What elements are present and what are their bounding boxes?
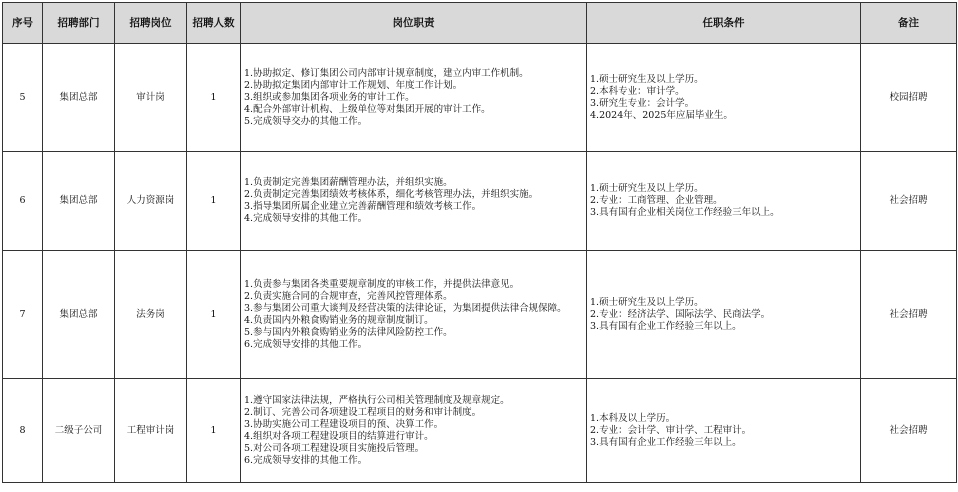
cell-count: 1	[187, 379, 241, 483]
requirement-item: 1.硕士研究生及以上学历。	[590, 183, 704, 194]
header-row	[3, 3, 957, 44]
cell-dept: 集团总部	[43, 44, 115, 152]
cell-requirements	[587, 379, 861, 483]
duty-item: 2.协助拟定集团内部审计工作规划、年度工作计划。	[244, 79, 463, 91]
table-row	[3, 251, 957, 379]
cell-dept: 二级子公司	[43, 379, 115, 483]
header-note: 备注	[861, 3, 957, 44]
duty-item: 4.组织对各项工程建设项目的结算进行审计。	[244, 430, 434, 442]
duty-item: 1.负责制定完善集团薪酬管理办法，并组织实施。	[244, 177, 453, 188]
cell-requirements	[587, 251, 861, 379]
requirement-item: 1.本科及以上学历。	[590, 412, 676, 424]
cell-post: 法务岗	[115, 251, 187, 379]
requirement-item: 3.研究生专业：会计学。	[590, 97, 695, 109]
cell-post: 人力资源岗	[115, 152, 187, 251]
requirement-item: 4.2024年、2025年应届毕业生。	[590, 109, 733, 121]
requirement-item: 2.专业：工商管理、企业管理。	[590, 195, 723, 206]
cell-note: 社会招聘	[861, 379, 957, 483]
duty-item: 1.负责参与集团各类重要规章制度的审核工作，并提供法律意见。	[244, 278, 520, 290]
cell-no: 7	[3, 251, 43, 379]
duty-item: 3.指导集团所属企业建立完善薪酬管理和绩效考核工作。	[244, 201, 482, 212]
cell-post: 审计岗	[115, 44, 187, 152]
cell-note: 校园招聘	[861, 44, 957, 152]
duty-item: 4.完成领导安排的其他工作。	[244, 213, 368, 224]
header-dept: 招聘部门	[43, 3, 115, 44]
duty-item: 3.参与集团公司重大谈判及经营决策的法律论证，为集团提供法律合规保障。	[244, 302, 567, 314]
cell-count: 1	[187, 44, 241, 152]
duty-item: 4.配合外部审计机构、上级单位等对集团开展的审计工作。	[244, 103, 491, 115]
cell-no: 6	[3, 152, 43, 251]
table-row	[3, 379, 957, 483]
cell-count: 1	[187, 152, 241, 251]
header-requirements: 任职条件	[587, 3, 861, 44]
cell-post: 工程审计岗	[115, 379, 187, 483]
cell-no: 8	[3, 379, 43, 483]
requirement-item: 3.具有国有企业工作经验三年以上。	[590, 320, 742, 332]
header-post: 招聘岗位	[115, 3, 187, 44]
cell-requirements	[587, 152, 861, 251]
requirement-item: 2.专业：经济法学、国际法学、民商法学。	[590, 308, 771, 320]
cell-dept: 集团总部	[43, 251, 115, 379]
cell-requirements	[587, 44, 861, 152]
duty-item: 5.完成领导交办的其他工作。	[244, 115, 368, 127]
cell-note: 社会招聘	[861, 251, 957, 379]
requirement-item: 3.具有国有企业工作经验三年以上。	[590, 436, 742, 448]
cell-duties	[241, 152, 587, 251]
duty-item: 6.完成领导安排的其他工作。	[244, 454, 368, 466]
header-count: 招聘人数	[187, 3, 241, 44]
requirement-item: 1.硕士研究生及以上学历。	[590, 73, 704, 85]
requirement-item: 3.具有国有企业相关岗位工作经验三年以上。	[590, 207, 780, 218]
cell-dept: 集团总部	[43, 152, 115, 251]
table-row	[3, 44, 957, 152]
duty-item: 3.组织或参加集团各项业务的审计工作。	[244, 91, 415, 103]
cell-count: 1	[187, 251, 241, 379]
duty-item: 3.协助实施公司工程建设项目的预、决算工作。	[244, 418, 444, 430]
recruitment-table	[2, 2, 957, 483]
duty-item: 4.负责国内外粮食购销业务的规章制度制订。	[244, 314, 434, 326]
duty-item: 5.对公司各项工程建设项目实施投后管理。	[244, 442, 425, 454]
header-no: 序号	[3, 3, 43, 44]
duty-item: 5.参与国内外粮食购销业务的法律风险防控工作。	[244, 326, 453, 338]
cell-note: 社会招聘	[861, 152, 957, 251]
duty-item: 6.完成领导安排的其他工作。	[244, 338, 368, 350]
cell-duties	[241, 44, 587, 152]
duty-item: 2.负责制定完善集团绩效考核体系，细化考核管理办法，并组织实施。	[244, 189, 539, 200]
duty-item: 1.遵守国家法律法规，严格执行公司相关管理制度及规章规定。	[244, 394, 510, 406]
requirement-item: 2.本科专业：审计学。	[590, 85, 685, 97]
duty-item: 1.协助拟定、修订集团公司内部审计规章制度，建立内审工作机制。	[244, 67, 529, 79]
cell-no: 5	[3, 44, 43, 152]
requirement-item: 1.硕士研究生及以上学历。	[590, 296, 704, 308]
duty-item: 2.制订、完善公司各项建设工程项目的财务和审计制度。	[244, 406, 482, 418]
header-duties: 岗位职责	[241, 3, 587, 44]
table-row	[3, 152, 957, 251]
duty-item: 2.负责实施合同的合规审查，完善风控管理体系。	[244, 290, 453, 302]
requirement-item: 2.专业：会计学、审计学、工程审计。	[590, 424, 752, 436]
cell-duties	[241, 251, 587, 379]
cell-duties	[241, 379, 587, 483]
